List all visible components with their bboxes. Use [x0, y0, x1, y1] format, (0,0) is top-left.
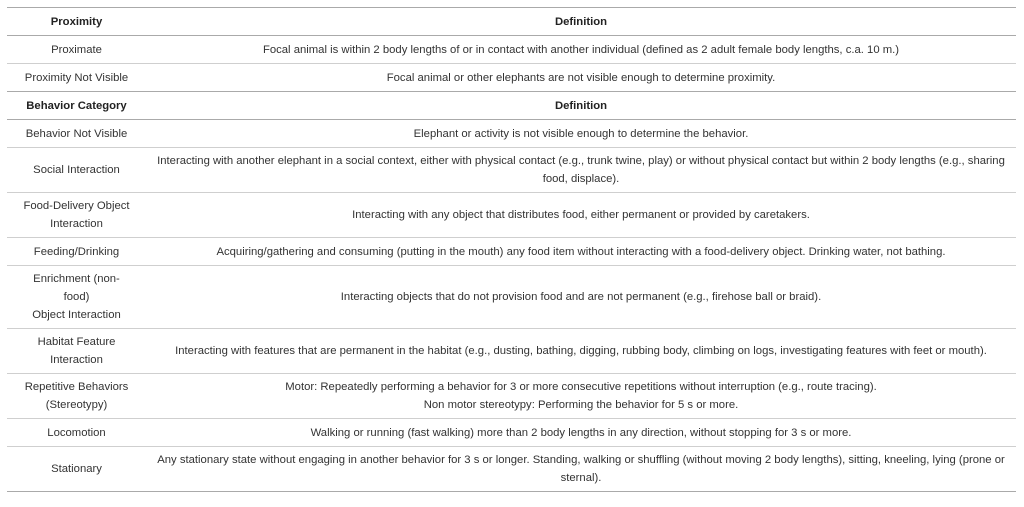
table-row: [7, 238, 1016, 266]
definition-cell: Walking or running (fast walking) more than 2 body lengths in any direction, without stopping for 3 s or more.: [146, 419, 1016, 447]
term-cell: Habitat Feature Interaction: [7, 329, 146, 374]
definition-cell: Focal animal or other elephants are not visible enough to determine proximity.: [146, 64, 1016, 92]
term-cell: Behavior Not Visible: [7, 120, 146, 148]
definitions-table: [7, 7, 1016, 492]
header-definition: Definition: [146, 92, 1016, 120]
term-cell: [7, 266, 146, 329]
term-cell: Feeding/Drinking: [7, 238, 146, 266]
table-row: [7, 120, 1016, 148]
term-cell: Stationary: [7, 447, 146, 492]
table-row: [7, 148, 1016, 193]
table-row: [7, 374, 1016, 419]
definition-line: Non motor stereotypy: Performing the behavior for 5 s or more.: [423, 399, 739, 411]
table-row: [7, 329, 1016, 374]
definition-cell: Focal animal is within 2 body lengths of or in contact with another individual (defined as 2 adult female body lengths, c.a. 10 m.): [146, 36, 1016, 64]
term-cell: Proximity Not Visible: [7, 64, 146, 92]
behavior-header-row: [7, 92, 1016, 120]
term-cell: Proximate: [7, 36, 146, 64]
term-line: Enrichment (non-: [33, 273, 120, 285]
table-row: [7, 36, 1016, 64]
term-line: food): [63, 291, 90, 303]
definition-cell: Acquiring/gathering and consuming (putting in the mouth) any food item without interacting with a food-delivery object. Drinking water, not bathing.: [146, 238, 1016, 266]
definition-cell: Interacting objects that do not provision food and are not permanent (e.g., firehose ball or braid).: [146, 266, 1016, 329]
proximity-header-row: [7, 8, 1016, 36]
definition-line: Motor: Repeatedly performing a behavior for 3 or more consecutive repetitions without interruption (e.g., route tracing).: [285, 381, 877, 393]
header-behavior-category: Behavior Category: [7, 92, 146, 120]
term-line: Object Interaction: [32, 309, 121, 321]
definition-cell: Any stationary state without engaging in another behavior for 3 s or longer. Standing, walking or shuffling (without moving 2 body lengths), sitting, kneeling, lying (prone or sternal).: [146, 447, 1016, 492]
table-row: [7, 447, 1016, 492]
table-row: [7, 419, 1016, 447]
table-row: [7, 193, 1016, 238]
term-cell: Food-Delivery Object Interaction: [7, 193, 146, 238]
definitions-table-container: [7, 7, 1016, 492]
table-row: [7, 266, 1016, 329]
definition-cell: Interacting with another elephant in a social context, either with physical contact (e.g., trunk twine, play) or without physical contact but within 2 body lengths (e.g., sharing food, displace).: [146, 148, 1016, 193]
header-definition: Definition: [146, 8, 1016, 36]
term-cell: Social Interaction: [7, 148, 146, 193]
header-proximity: Proximity: [7, 8, 146, 36]
definition-cell: Interacting with any object that distributes food, either permanent or provided by caretakers.: [146, 193, 1016, 238]
term-cell: Repetitive Behaviors (Stereotypy): [7, 374, 146, 419]
table-row: [7, 64, 1016, 92]
term-cell: Locomotion: [7, 419, 146, 447]
definition-cell: Interacting with features that are permanent in the habitat (e.g., dusting, bathing, digging, rubbing body, climbing on logs, investigating features with feet or mouth).: [146, 329, 1016, 374]
definition-cell: [146, 374, 1016, 419]
definition-cell: Elephant or activity is not visible enough to determine the behavior.: [146, 120, 1016, 148]
